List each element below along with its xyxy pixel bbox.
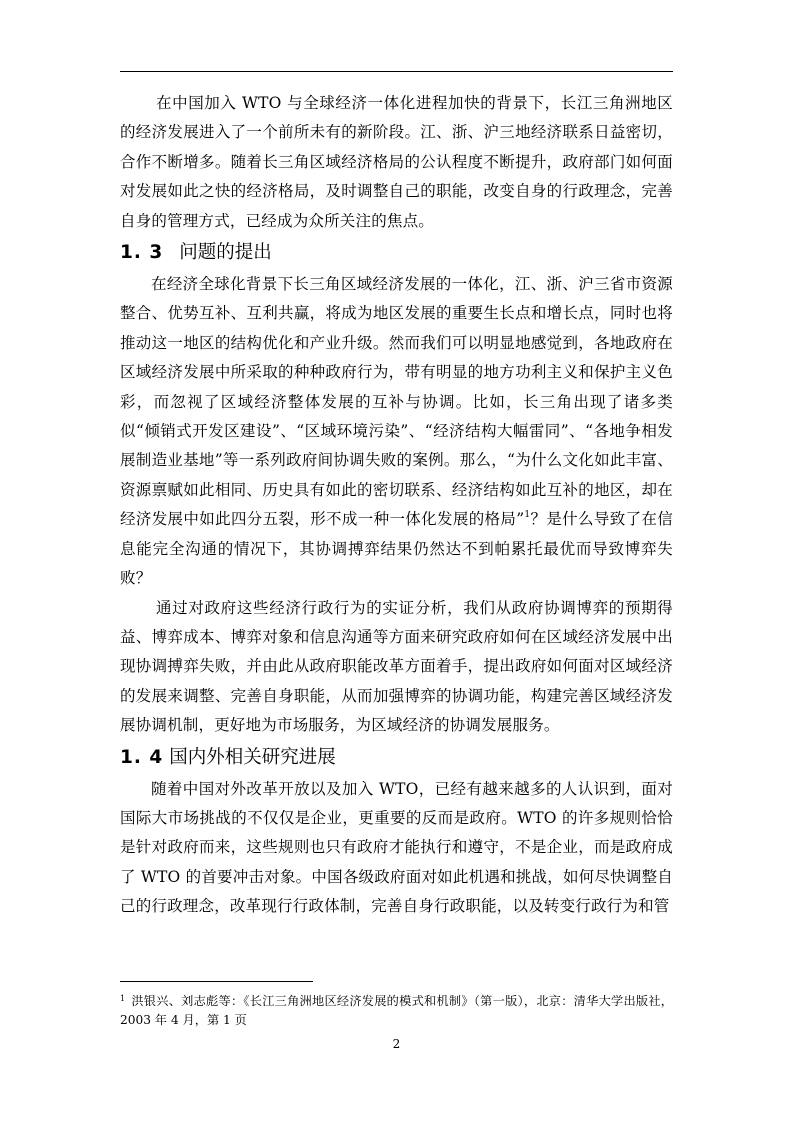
document-body [120,89,673,922]
paragraph: 通过对政府这些经济行政行为的实证分析，我们从政府协调博弈的预期得益、博弈成本、博弈对象和信息沟通等方面来研究政府如何在区域经济发展中出现协调搏弈失败，并由此从政府职能改革方面着手，提出政府如何面对区域经济的发展来调整、完善自身职能，从而加强博弈的协调功能，构建完善区域经济发展协调机制，更好地为市场服务，为区域经济的协调发展服务。 [120,598,673,735]
header-rule [120,71,673,72]
page-number: 2 [392,1037,401,1051]
footnote-text: 洪银兴、刘志彪等：《长江三角洲地区经济发展的模式和机制》（第一版），北京：清华大学出版社，2003 年 4 月，第 1 页 [120,994,673,1027]
footnote-separator [120,981,313,982]
section-heading-1-4 [120,743,673,773]
section-heading-1-3 [120,238,673,268]
paragraph-text: 在经济全球化背景下长三角区域经济发展的一体化，江、浙、沪三省市资源整合、优势互补、互利共赢，将成为地区发展的重要生长点和增长点，同时也将推动这一地区的结构优化和产业升级。然而我们可以明显地感觉到，各地政府在区域经济发展中所采取的种种政府行为，带有明显的地方功利主义和保护主义色彩，而忽视了区域经济整体发展的互补与协调。比如，长三角出现了诸多类似“倾销式开发区建设”、“区域环境污染”、“经济结构大幅雷同”、“各地争相发展制造业基地”等一系列政府间协调失败的案例。那么，“为什么文化如此丰富、资源禀赋如此相同、历史具有如此的密切联系、经济结构如此互补的地区，却在经济发展中如此四分五裂，形不成一种一体化发展的格局” [120,275,673,529]
footnote [120,989,673,1030]
section-number: 1. 3 [120,242,164,264]
intro-paragraph: 在中国加入 WTO 与全球经济一体化进程加快的背景下，长江三角洲地区的经济发展进入了一个前所未有的新阶段。江、浙、沪三地经济联系日益密切，合作不断增多。随着长三角区域经济格局的公认程度不断提升，政府部门如何面对发展如此之快的经济格局，及时调整自己的职能，改变自身的行政理念，完善自身的管理方式，已经成为众所关注的焦点。 [120,94,673,230]
paragraph [120,270,673,593]
section-number: 1. 4 [120,746,164,768]
paragraph: 随着中国对外改革开放以及加入 WTO，已经有越来越多的人认识到，面对国际大市场挑战的不仅仅是企业，更重要的反而是政府。WTO 的许多规则恰恰是针对政府而来，这些规则也只有政府才能执行和遵守，不是企业，而是政府成了 WTO 的首要冲击对象。中国各级政府面对如此机遇和挑战，如何尽快调整自己的行政理念，改革现行行政体制，完善自身行政职能，以及转变行政行为和管 [120,779,673,916]
paragraph-text: ？是什么导致了在信息能完全沟通的情况下，其协调搏弈结果仍然达不到帕累托最优而导致博弈失败？ [120,510,673,588]
footnote-reference[interactable]: 1 [524,510,531,521]
section-title: 国内外相关研究进展 [169,746,336,768]
footnote-mark: 1 [120,994,126,1003]
section-title: 问题的提出 [179,242,272,264]
